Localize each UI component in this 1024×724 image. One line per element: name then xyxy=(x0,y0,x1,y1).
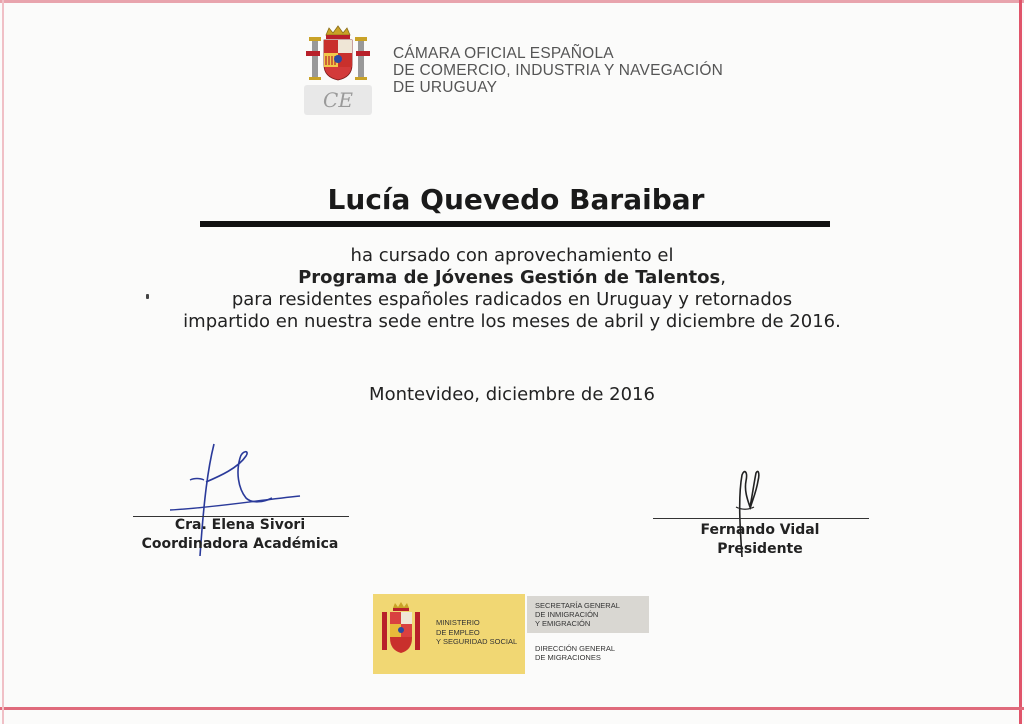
program-suffix: , xyxy=(720,267,726,288)
ministry-coat-of-arms-icon xyxy=(379,602,423,666)
signatory-right xyxy=(640,521,880,559)
secretaria-name xyxy=(535,601,620,628)
body-line-1: ha cursado con aprovechamiento el xyxy=(350,245,674,266)
secretaria-line-2: DE INMIGRACIÓN xyxy=(535,610,599,619)
stray-mark xyxy=(146,294,149,299)
border-right xyxy=(1019,0,1022,724)
chamber-name xyxy=(393,45,723,96)
signatory-right-name: Fernando Vidal xyxy=(700,522,820,538)
body-line-2 xyxy=(120,267,904,289)
ministry-line-2: DE EMPLEO xyxy=(436,627,480,637)
border-left xyxy=(2,0,4,724)
signatory-left xyxy=(120,516,360,554)
chamber-line-3: DE URUGUAY xyxy=(393,79,498,96)
body-line-3: para residentes españoles radicados en Uruguay y retornados xyxy=(231,289,793,310)
name-underline xyxy=(200,221,830,227)
place-and-date: Montevideo, diciembre de 2016 xyxy=(369,384,655,405)
program-name: Programa de Jóvenes Gestión de Talentos xyxy=(298,267,721,288)
border-bottom xyxy=(0,707,1024,710)
direccion-line-1: DIRECCIÓN GENERAL xyxy=(535,644,616,653)
coat-of-arms-icon xyxy=(296,25,380,117)
border-top xyxy=(0,0,1024,3)
body-line-4: impartido en nuestra sede entre los meses de abril y diciembre de 2016. xyxy=(183,311,841,332)
direccion-name xyxy=(535,644,615,662)
chamber-line-2: DE COMERCIO, INDUSTRIA Y NAVEGACIÓN xyxy=(393,62,723,79)
signatory-left-name: Cra. Elena Sivori xyxy=(174,517,306,533)
signatory-left-role: Coordinadora Académica xyxy=(141,536,339,552)
secretaria-line-3: Y EMIGRACIÓN xyxy=(535,619,591,628)
direccion-line-2: DE MIGRACIONES xyxy=(535,653,601,662)
chamber-crest xyxy=(296,25,380,117)
ministry-line-3: Y SEGURIDAD SOCIAL xyxy=(436,637,518,646)
signature-line-right xyxy=(653,518,869,519)
secretaria-box xyxy=(527,596,649,633)
recipient-name: Lucía Quevedo Baraibar xyxy=(327,183,705,216)
ministry-name xyxy=(436,618,517,647)
signatory-right-role: Presidente xyxy=(717,541,803,557)
monogram-text: CE xyxy=(323,88,353,112)
ministry-line-1: MINISTERIO xyxy=(436,618,480,627)
ministry-logo xyxy=(373,594,525,674)
secretaria-line-1: SECRETARÍA GENERAL xyxy=(535,601,620,610)
chamber-line-1: CÁMARA OFICIAL ESPAÑOLA xyxy=(393,45,614,62)
certificate-body xyxy=(120,245,904,333)
